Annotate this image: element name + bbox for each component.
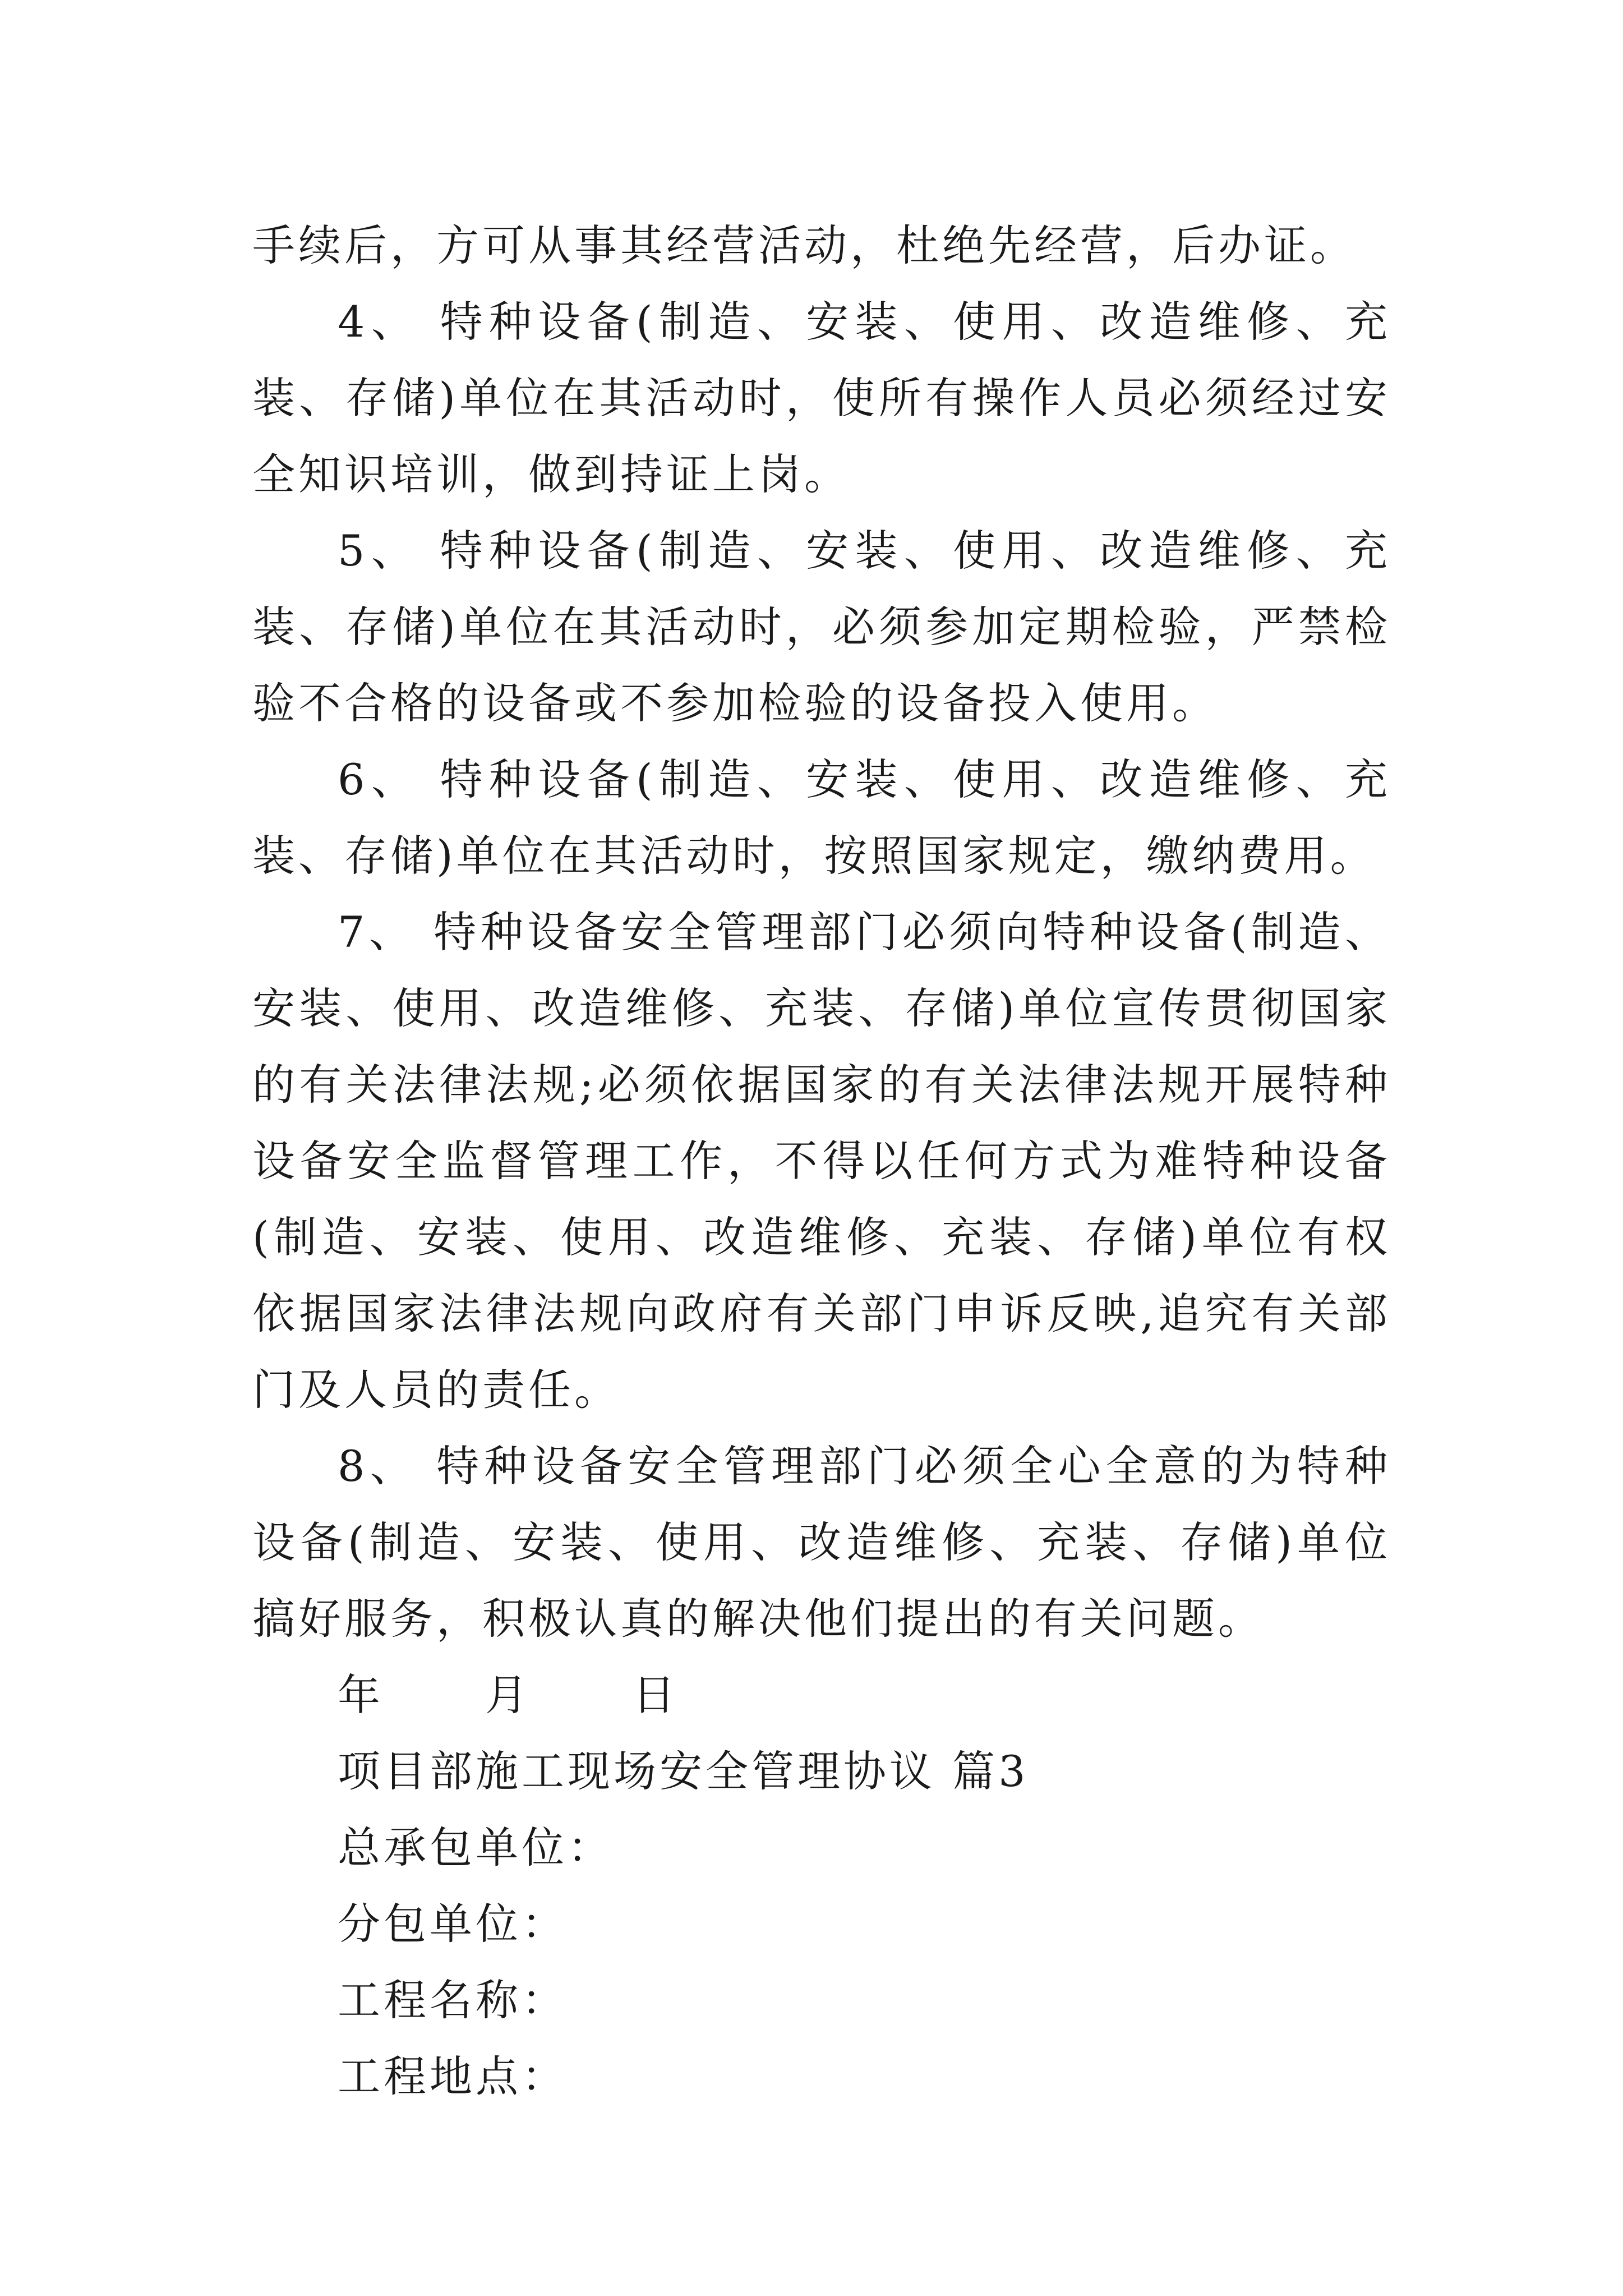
paragraph-item-5: 5、 特种设备(制造、安装、使用、改造维修、充装、存储)单位在其活动时，必须参加定期检验，严禁检验不合格的设备或不参加检验的设备投入使用。 (252, 526, 1391, 728)
field-general-contractor: 总承包单位： (338, 1823, 614, 1872)
paragraph-item-6: 6、 特种设备(制造、安装、使用、改造维修、充装、存储)单位在其活动时，按照国家规定，缴纳费用。 (252, 754, 1391, 881)
date-line: 年 月 日 (338, 1670, 679, 1720)
paragraph-item-7: 7、 特种设备安全管理部门必须向特种设备(制造、安装、使用、改造维修、充装、存储)单位宣传贯彻国家的有关法律法规;必须依据国家的有关法律法规开展特种设备安全监督管理工作，不得以任何方式为难特种设备(制造、安装、使用、改造维修、充装、存储)单位有权依据国家法律法规向政府有关部门申诉反映,追究有关部门及人员的责任。 (252, 907, 1391, 1415)
paragraph-item-8: 8、 特种设备安全管理部门必须全心全意的为特种设备(制造、安装、使用、改造维修、充装、存储)单位搞好服务，积极认真的解决他们提出的有关问题。 (252, 1441, 1391, 1644)
paragraph-continuation: 手续后，方可从事其经营活动，杜绝先经营，后办证。 (252, 220, 1356, 270)
section-title: 项目部施工现场安全管理协议 篇3 (338, 1746, 1029, 1796)
field-project-name: 工程名称： (338, 1975, 568, 2025)
document-body (252, 208, 1391, 2115)
field-project-location: 工程地点： (338, 2051, 568, 2101)
field-subcontractor: 分包单位： (338, 1899, 568, 1949)
paragraph-item-4: 4、 特种设备(制造、安装、使用、改造维修、充装、存储)单位在其活动时，使所有操作人员必须经过安全知识培训，做到持证上岗。 (252, 297, 1391, 499)
